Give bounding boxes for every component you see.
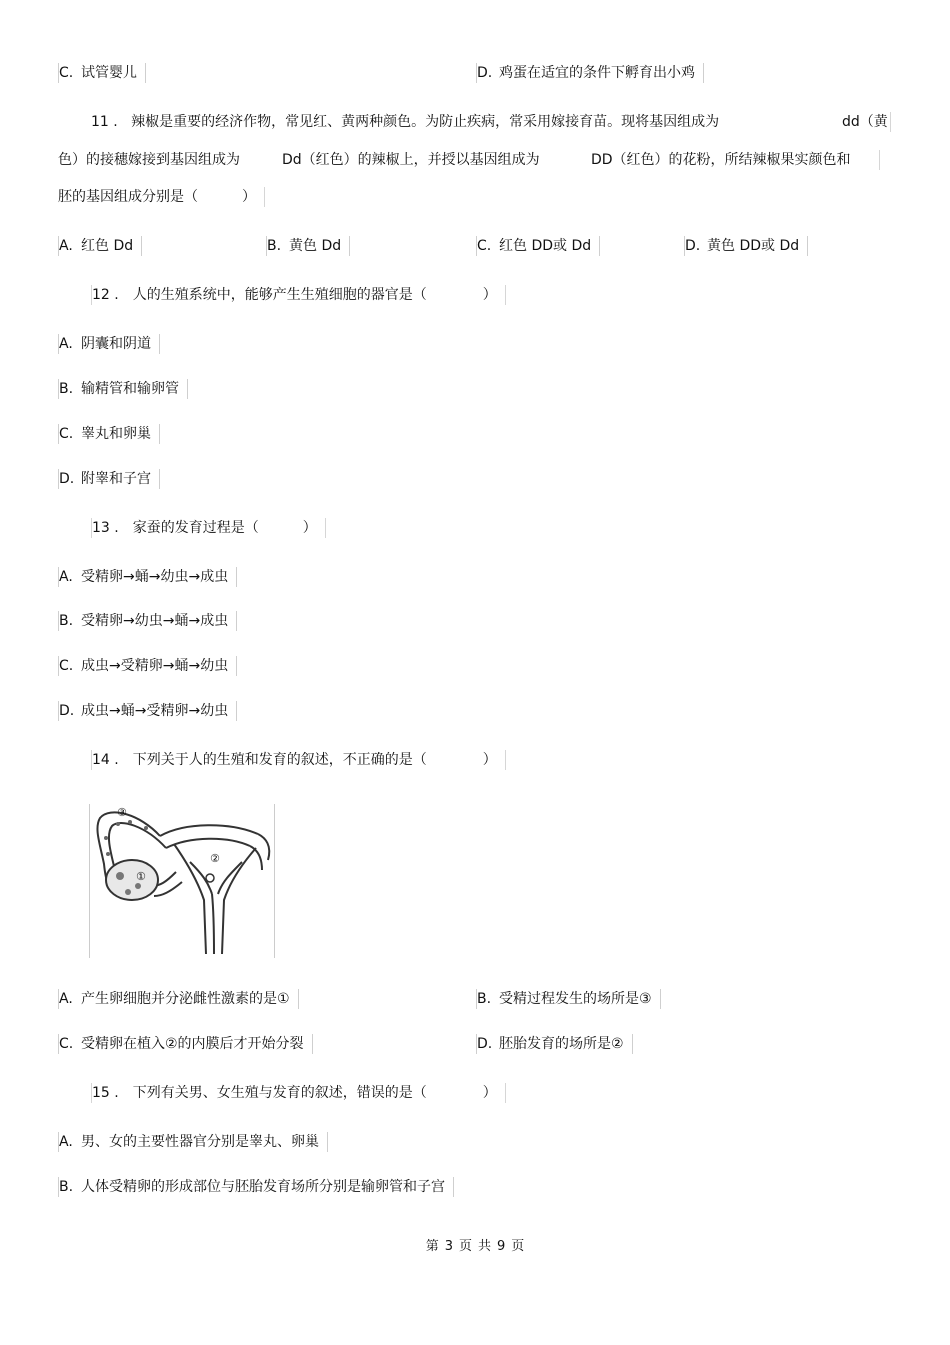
- option-key: A.: [59, 336, 73, 352]
- option-key: B.: [59, 613, 74, 629]
- figure-label-3: ③: [117, 806, 127, 819]
- q11-option-a[interactable]: [58, 236, 142, 256]
- option-text: 受精卵→幼虫→蛹→成虫: [81, 613, 229, 629]
- option-key: D.: [685, 238, 701, 254]
- answer-blank[interactable]: ）: [482, 752, 497, 768]
- option-text: 产生卵细胞并分泌雌性激素的是①: [81, 991, 290, 1007]
- option-key: A.: [59, 238, 73, 254]
- option-key: C.: [59, 658, 74, 674]
- q15-option-b[interactable]: [58, 1177, 454, 1197]
- q10-option-d[interactable]: [476, 63, 704, 83]
- option-text: 黄色 Dd: [289, 238, 342, 254]
- q14-option-a[interactable]: [58, 989, 299, 1009]
- option-text: 人体受精卵的形成部位与胚胎发育场所分别是输卵管和子宫: [81, 1179, 445, 1195]
- question-text: 下列关于人的生殖和发育的叙述，不正确的是（: [132, 752, 427, 768]
- option-key: D.: [477, 65, 493, 81]
- q11-line1: [91, 112, 719, 132]
- q11-line1-end: dd（黄: [842, 112, 891, 132]
- option-key: D.: [477, 1036, 493, 1052]
- question-number: 11 .: [91, 114, 118, 130]
- option-key: A.: [59, 991, 73, 1007]
- q13-option-c[interactable]: [58, 656, 237, 676]
- option-text: 成虫→受精卵→蛹→幼虫: [81, 658, 229, 674]
- question-number: 13 .: [92, 520, 119, 536]
- q14-option-b[interactable]: [476, 989, 661, 1009]
- q13-option-b[interactable]: [58, 611, 237, 631]
- question-number: 14 .: [92, 752, 119, 768]
- option-text: 附睾和子宫: [81, 471, 151, 487]
- option-key: D.: [59, 471, 75, 487]
- q12-stem: [91, 285, 506, 305]
- q13-option-d[interactable]: [58, 701, 237, 721]
- page-footer: [0, 1235, 950, 1254]
- option-text: 输精管和输卵管: [81, 381, 179, 397]
- option-key: A.: [59, 1134, 73, 1150]
- q14-option-c[interactable]: [58, 1034, 313, 1054]
- q11-text-a: 辣椒是重要的经济作物，常见红、黄两种颜色。为防止疾病，常采用嫁接育苗。现将基因组成为: [131, 114, 720, 130]
- option-text: 红色 Dd: [81, 238, 134, 254]
- option-key: B.: [59, 1179, 74, 1195]
- q11-option-b[interactable]: [266, 236, 350, 256]
- question-number: 12 .: [92, 287, 119, 303]
- q14-stem: [91, 750, 506, 770]
- option-key: C.: [59, 426, 74, 442]
- q12-option-b[interactable]: [58, 379, 188, 399]
- answer-blank[interactable]: ）: [482, 1085, 497, 1101]
- option-text: 胚胎发育的场所是②: [499, 1036, 624, 1052]
- current-page-number: 3: [444, 1239, 453, 1254]
- option-text: 睾丸和卵巢: [81, 426, 151, 442]
- option-text: 黄色 DD或 Dd: [707, 238, 800, 254]
- option-text: 红色 DD或 Dd: [499, 238, 592, 254]
- option-text: 试管婴儿: [81, 65, 137, 81]
- figure-label-1: ①: [136, 870, 146, 883]
- answer-blank[interactable]: ）: [242, 189, 256, 205]
- q14-option-d[interactable]: [476, 1034, 633, 1054]
- footer-page-word: 页: [458, 1239, 472, 1254]
- option-text: 成虫→蛹→受精卵→幼虫: [81, 703, 229, 719]
- option-key: A.: [59, 569, 73, 585]
- option-key: B.: [477, 991, 492, 1007]
- question-number: 15 .: [92, 1085, 119, 1101]
- q11-line2c: DD（红色）的花粉，所结辣椒果实颜色和: [591, 150, 880, 170]
- option-key: C.: [59, 1036, 74, 1052]
- total-pages-number: 9: [497, 1239, 506, 1254]
- answer-blank[interactable]: ）: [302, 520, 317, 536]
- q15-option-a[interactable]: [58, 1132, 328, 1152]
- footer-total-word: 共: [478, 1239, 492, 1254]
- q11-line2b: Dd（红色）的辣椒上，并授以基因组成为: [282, 152, 540, 168]
- option-key: C.: [477, 238, 492, 254]
- q12-option-c[interactable]: [58, 424, 160, 444]
- q11-line2a: 色）的接穗嫁接到基因组成为: [58, 152, 240, 168]
- q12-option-a[interactable]: [58, 334, 160, 354]
- q11-option-d[interactable]: [684, 236, 808, 256]
- option-text: 受精卵→蛹→幼虫→成虫: [81, 569, 229, 585]
- question-text: 家蚕的发育过程是（: [132, 520, 259, 536]
- question-text: 下列有关男、女生殖与发育的叙述，错误的是（: [132, 1085, 427, 1101]
- footer-prefix: 第: [425, 1239, 439, 1254]
- q12-option-d[interactable]: [58, 469, 160, 489]
- q11-text-c: 胚的基因组成分别是（: [58, 189, 198, 205]
- q11-line3: [58, 187, 265, 207]
- option-key: B.: [59, 381, 74, 397]
- option-text: 鸡蛋在适宜的条件下孵育出小鸡: [499, 65, 695, 81]
- q13-option-a[interactable]: [58, 567, 237, 587]
- answer-blank[interactable]: ）: [482, 287, 497, 303]
- option-text: 阴囊和阴道: [81, 336, 151, 352]
- female-reproductive-diagram: [89, 804, 275, 958]
- q15-stem: [91, 1083, 506, 1103]
- question-text: 人的生殖系统中，能够产生生殖细胞的器官是（: [132, 287, 427, 303]
- option-text: 受精卵在植入②的内膜后才开始分裂: [81, 1036, 304, 1052]
- figure-label-2: ②: [210, 852, 220, 865]
- q10-option-c[interactable]: [58, 63, 146, 83]
- q11-option-c[interactable]: [476, 236, 600, 256]
- option-text: 男、女的主要性器官分别是睾丸、卵巢: [81, 1134, 319, 1150]
- option-text: 受精过程发生的场所是③: [499, 991, 652, 1007]
- uterus-illustration: [90, 804, 274, 958]
- option-key: C.: [59, 65, 74, 81]
- option-key: B.: [267, 238, 282, 254]
- option-key: D.: [59, 703, 75, 719]
- q13-stem: [91, 518, 326, 538]
- footer-suffix: 页: [511, 1239, 525, 1254]
